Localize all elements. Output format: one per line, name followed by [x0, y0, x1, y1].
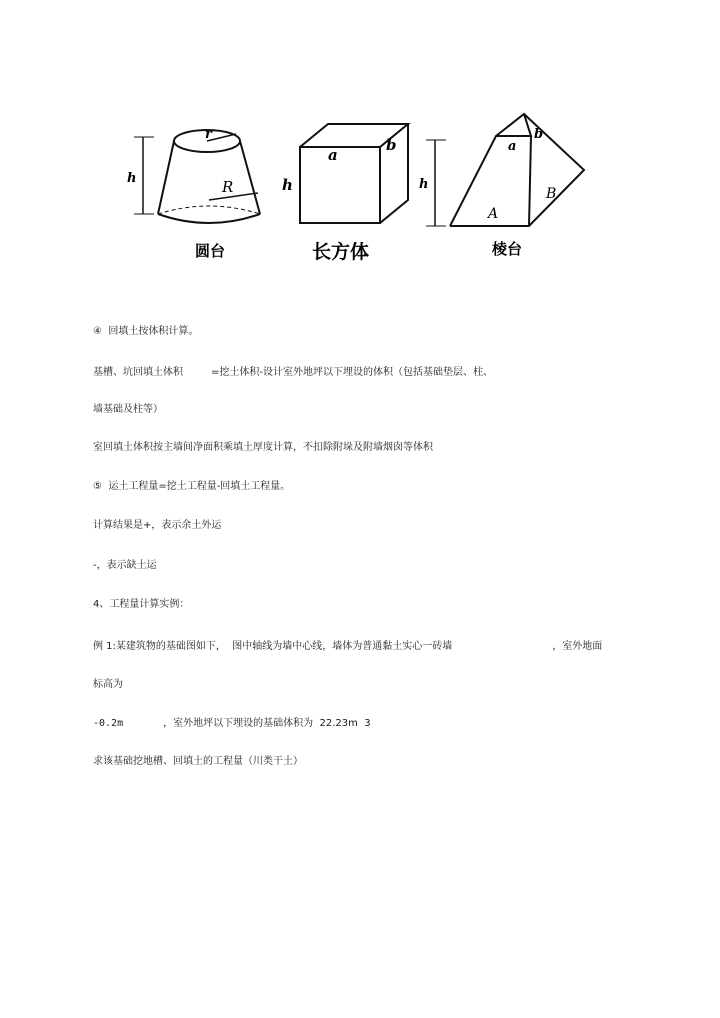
example-1-outdoor: ，室外地面	[552, 641, 603, 652]
example-1-text: 例 1:某建筑物的基础图如下， 图中轴线为墙中心线，墙体为普通黏土实心一砖墙	[93, 641, 453, 652]
paragraph-trench-backfill-cont: 墙基础及柱等）	[93, 404, 163, 415]
paragraph-trench-backfill	[93, 367, 493, 379]
label-b: b	[386, 136, 397, 154]
label-a: a	[508, 139, 517, 154]
frustum-cone-diagram	[112, 108, 268, 268]
label-h: h	[282, 176, 293, 194]
paragraph-minus-sign: -，表示缺土运	[93, 560, 157, 571]
elevation-value: -0.2m	[93, 718, 124, 729]
label-B: B	[546, 186, 557, 202]
paragraph-haulage: ⑤ 运土工程量=挖土工程量-回填土工程量。	[93, 481, 291, 492]
paragraph-plus-sign: 计算结果是+，表示余土外运	[93, 520, 222, 531]
label-h: h	[127, 171, 137, 186]
label-R: R	[222, 178, 234, 196]
frustum-pyramid-diagram	[414, 108, 588, 268]
geometry-figure	[112, 108, 588, 268]
label-a: a	[328, 146, 338, 164]
cuboid-diagram	[268, 108, 414, 268]
paragraph-indoor-backfill: 室回填土体积按主墙间净面积乘填土厚度计算，不扣除附垛及附墙烟囱等体积	[93, 442, 433, 453]
trench-backfill-label: 基槽、坑回填土体积	[93, 367, 183, 378]
label-r: r	[205, 127, 212, 142]
paragraph-elevation: 标高为	[93, 679, 123, 690]
trench-backfill-formula: =挖土体积-设计室外地坪以下埋设的体积（包括基础垫层、柱、	[211, 367, 493, 378]
label-h: h	[419, 177, 429, 192]
label-b: b	[534, 127, 544, 142]
caption-frustum-pyramid: 棱台	[492, 240, 523, 258]
caption-cuboid: 长方体	[312, 241, 370, 263]
paragraph-question: 求该基础挖地槽、回填土的工程量（川类干土）	[93, 756, 303, 767]
caption-frustum-cone: 圆台	[195, 242, 226, 260]
paragraph-example-1	[93, 641, 602, 653]
buried-volume: ，室外地坪以下埋设的基础体积为 22.23m 3	[163, 718, 371, 729]
paragraph-elevation-value	[93, 718, 371, 730]
section-heading-example: 4、工程量计算实例：	[93, 599, 190, 610]
label-A: A	[488, 206, 499, 222]
paragraph-backfill: ④ 回填土按体积计算。	[93, 326, 199, 337]
